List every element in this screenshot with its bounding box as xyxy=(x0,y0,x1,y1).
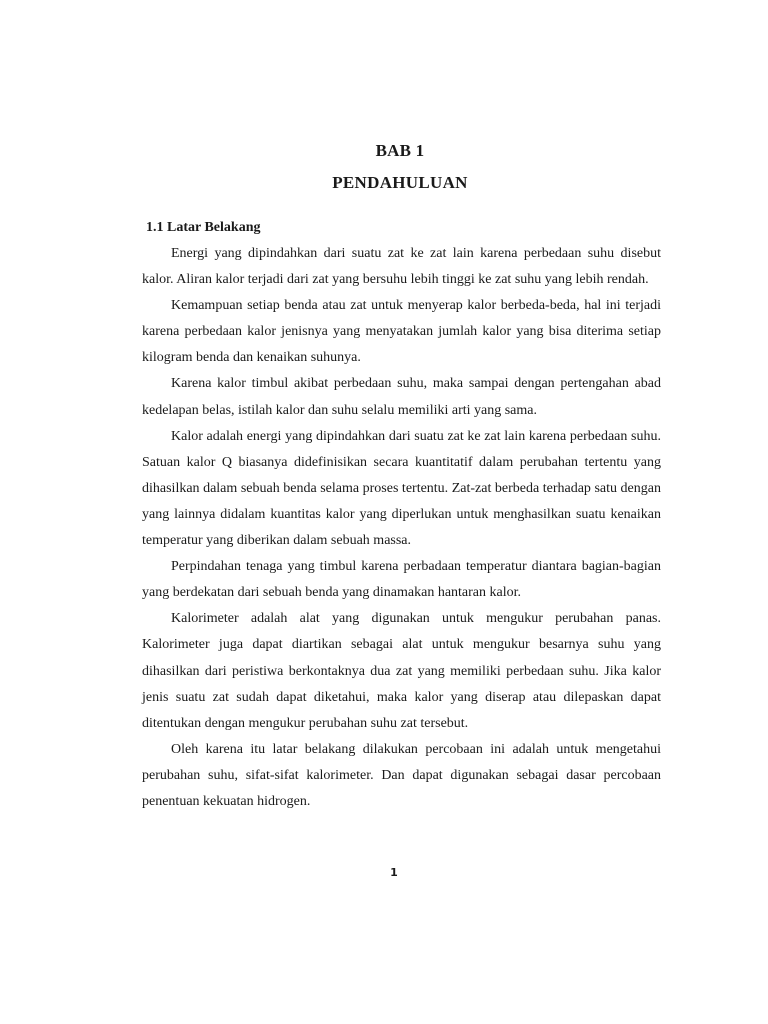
paragraph: Kemampuan setiap benda atau zat untuk menyerap kalor berbeda-beda, hal ini terjadi karena perbedaan kalor jenisnya yang menyatakan jumlah kalor yang bisa diterima setiap kilogram benda dan kenaikan suhunya. xyxy=(142,298,661,366)
paragraph: Kalor adalah energi yang dipindahkan dari suatu zat ke zat lain karena perbedaan suhu. Satuan kalor Q biasanya didefinisikan secara kuantitatif dalam perubahan tertentu yang dihasilkan dalam sebuah benda selama proses tertentu. Zat-zat berbeda terhadap satu dengan yang lainnya didalam kuantitas kalor yang diperlukan untuk menghasilkan suatu kenaikan temperatur yang diberikan dalam sebuah massa. xyxy=(142,428,661,549)
paragraph: Perpindahan tenaga yang timbul karena perbadaan temperatur diantara bagian-bagian yang berdekatan dari sebuah benda yang dinamakan hantaran kalor. xyxy=(142,559,661,601)
body-text xyxy=(142,241,661,815)
paragraph: Oleh karena itu latar belakang dilakukan percobaan ini adalah untuk mengetahui perubahan suhu, sifat-sifat kalorimeter. Dan dapat digunakan sebagai dasar percobaan penentuan kekuatan hidrogen. xyxy=(142,741,661,809)
chapter-title: PENDAHULUAN xyxy=(332,173,468,192)
chapter-number: BAB 1 xyxy=(375,141,425,160)
paragraph: Karena kalor timbul akibat perbedaan suhu, maka sampai dengan pertengahan abad kedelapan belas, istilah kalor dan suhu selalu memiliki arti yang sama. xyxy=(142,376,661,418)
paragraph: Kalorimeter adalah alat yang digunakan untuk mengukur perubahan panas. Kalorimeter juga dapat diartikan sebagai alat untuk mengukur besarnya suhu yang dihasilkan dari peristiwa berkontaknya dua zat yang memiliki perbedaan suhu. Jika kalor jenis suatu zat sudah dapat diketahui, maka kalor yang diserap atau dilepaskan dapat ditentukan dengan mengukur perubahan suhu zat tersebut. xyxy=(142,611,661,731)
paragraph: Energi yang dipindahkan dari suatu zat ke zat lain karena perbedaan suhu disebut kalor. Aliran kalor terjadi dari zat yang bersuhu lebih tinggi ke zat suhu yang lebih rendah. xyxy=(142,246,661,288)
page-number: 1 xyxy=(390,866,398,879)
section-heading: 1.1 Latar Belakang xyxy=(146,220,261,235)
